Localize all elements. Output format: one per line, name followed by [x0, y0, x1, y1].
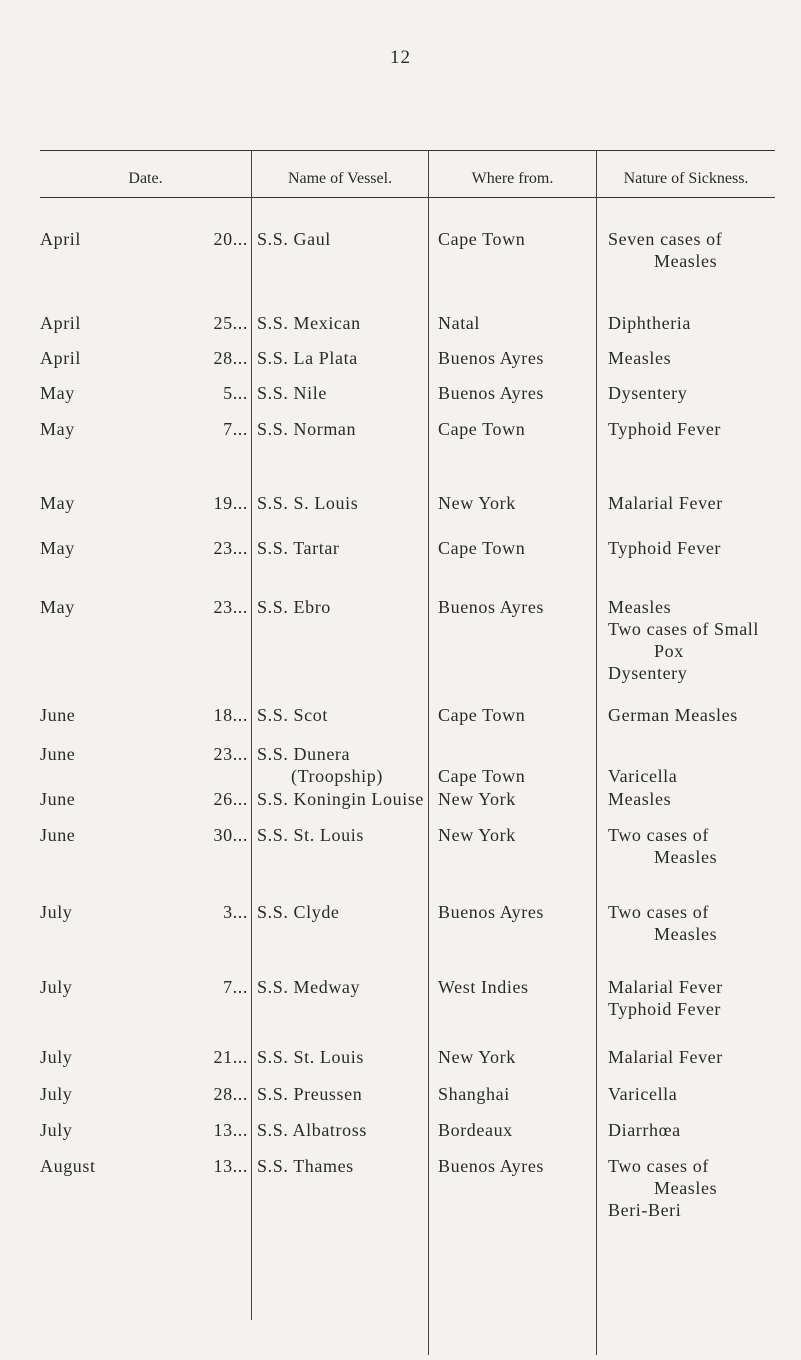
- date-day: 28...: [213, 1084, 248, 1104]
- vessel-name-line: S.S. Mexican: [257, 313, 361, 333]
- date-month: June: [40, 744, 76, 764]
- vessel-name: [257, 382, 437, 404]
- sickness-line: Two cases of Small: [608, 619, 760, 639]
- sickness-line: Malarial Fever: [608, 1047, 723, 1067]
- date-day: 7...: [223, 977, 248, 997]
- date-month: June: [40, 789, 76, 809]
- date-day: 13...: [213, 1120, 248, 1140]
- sickness-line: Typhoid Fever: [608, 419, 722, 439]
- date-month: July: [40, 902, 73, 922]
- where-from: Bordeaux: [438, 1120, 513, 1140]
- date-day: 30...: [213, 825, 248, 845]
- vessel-name: [257, 743, 437, 787]
- sickness-line: Two cases of: [608, 825, 709, 845]
- sickness-line: Malarial Fever: [608, 977, 723, 997]
- date-month: May: [40, 383, 75, 403]
- header-top-rule: [40, 150, 775, 151]
- sickness-line: Diphtheria: [608, 313, 691, 333]
- vessel-name-line: S.S. Scot: [257, 705, 328, 725]
- vessel-name: [257, 976, 437, 998]
- sickness-cell: [608, 1119, 798, 1141]
- vessel-name-line: S.S. Clyde: [257, 902, 340, 922]
- header-bottom-rule: [40, 197, 775, 198]
- where-from: Cape Town: [438, 766, 526, 786]
- sickness-line: Two cases of: [608, 902, 709, 922]
- page-number: 12: [390, 47, 411, 68]
- sickness-line: Measles: [654, 251, 718, 271]
- date-day: 23...: [213, 744, 248, 764]
- sickness-line: Measles: [608, 789, 672, 809]
- date-month: April: [40, 348, 81, 368]
- vessel-name-line: S.S. Tartar: [257, 538, 340, 558]
- vessel-name-line: S.S. Medway: [257, 977, 361, 997]
- sickness-line: Beri-Beri: [608, 1200, 682, 1220]
- vessel-name: [257, 824, 437, 846]
- where-from: Buenos Ayres: [438, 383, 545, 403]
- vessel-name: [257, 788, 437, 810]
- sickness-cell: [608, 901, 798, 945]
- sickness-line: Two cases of: [608, 1156, 709, 1176]
- vessel-name: [257, 704, 437, 726]
- date-month: June: [40, 705, 76, 725]
- where-from: New York: [438, 493, 516, 513]
- sickness-line: Measles: [608, 597, 672, 617]
- vessel-name: [257, 1155, 437, 1177]
- date-month: May: [40, 493, 75, 513]
- header-sickness: Nature of Sickness.: [623, 170, 749, 187]
- sickness-cell: [608, 976, 798, 1020]
- vessel-name: [257, 596, 437, 618]
- date-day: 23...: [213, 597, 248, 617]
- header-vessel: Name of Vessel.: [287, 170, 393, 187]
- sickness-line: Malarial Fever: [608, 493, 723, 513]
- vessel-name-line: S.S. Dunera: [257, 744, 351, 764]
- vessel-name-line: S.S. St. Louis: [257, 825, 364, 845]
- sickness-cell: [608, 312, 798, 334]
- date-month: August: [40, 1156, 96, 1176]
- date-month: May: [40, 597, 75, 617]
- vessel-name: [257, 492, 437, 514]
- vessel-name-line: S.S. Thames: [257, 1156, 354, 1176]
- vessel-name: [257, 1083, 437, 1105]
- date-month: July: [40, 977, 73, 997]
- sickness-cell: [608, 1083, 798, 1105]
- where-from: Cape Town: [438, 538, 526, 558]
- vessel-name: [257, 537, 437, 559]
- vessel-name-line: S.S. St. Louis: [257, 1047, 364, 1067]
- vessel-name-note: (Troopship): [291, 766, 383, 786]
- sickness-line: Dysentery: [608, 383, 688, 403]
- vessel-name-line: S.S. Preussen: [257, 1084, 363, 1104]
- date-day: 18...: [213, 705, 248, 725]
- vessel-name-line: S.S. La Plata: [257, 348, 358, 368]
- vessel-name-line: S.S. S. Louis: [257, 493, 359, 513]
- sickness-cell: [608, 824, 798, 868]
- date-day: 26...: [213, 789, 248, 809]
- date-day: 3...: [223, 902, 248, 922]
- vessel-name: [257, 1046, 437, 1068]
- sickness-cell: [608, 788, 798, 810]
- date-month: May: [40, 419, 75, 439]
- where-from: Buenos Ayres: [438, 1156, 545, 1176]
- vessel-name: [257, 1119, 437, 1141]
- date-month: June: [40, 825, 76, 845]
- vessel-name: [257, 312, 437, 334]
- where-from: Cape Town: [438, 705, 526, 725]
- date-day: 5...: [223, 383, 248, 403]
- date-day: 13...: [213, 1156, 248, 1176]
- vessel-name: [257, 228, 437, 250]
- sickness-cell: [608, 765, 798, 787]
- where-from: New York: [438, 1047, 516, 1067]
- where-from: New York: [438, 825, 516, 845]
- date-month: May: [40, 538, 75, 558]
- where-from: Buenos Ayres: [438, 597, 545, 617]
- where-from: Cape Town: [438, 229, 526, 249]
- where-from: West Indies: [438, 977, 529, 997]
- sickness-line: Measles: [654, 847, 718, 867]
- sickness-cell: [608, 418, 798, 440]
- header-date: Date.: [128, 170, 163, 187]
- vessel-name-line: S.S. Nile: [257, 383, 327, 403]
- sickness-line: Dysentery: [608, 663, 688, 683]
- where-from: Cape Town: [438, 419, 526, 439]
- date-day: 19...: [213, 493, 248, 513]
- sickness-line: Measles: [608, 348, 672, 368]
- date-month: July: [40, 1084, 73, 1104]
- sickness-line: Typhoid Fever: [608, 538, 722, 558]
- sickness-cell: [608, 537, 798, 559]
- vessel-name-line: S.S. Norman: [257, 419, 357, 439]
- where-from: New York: [438, 789, 516, 809]
- sickness-line: Seven cases of: [608, 229, 723, 249]
- sickness-line: Typhoid Fever: [608, 999, 722, 1019]
- vessel-name: [257, 347, 437, 369]
- vessel-name-line: S.S. Gaul: [257, 229, 331, 249]
- date-month: July: [40, 1047, 73, 1067]
- sickness-line: Measles: [654, 1178, 718, 1198]
- header-where-from: Where from.: [471, 170, 554, 187]
- where-from: Buenos Ayres: [438, 902, 545, 922]
- sickness-line: Pox: [654, 641, 684, 661]
- sickness-cell: [608, 1155, 798, 1221]
- where-from: Buenos Ayres: [438, 348, 545, 368]
- sickness-line: Varicella: [608, 766, 678, 786]
- sickness-cell: [608, 704, 798, 726]
- where-from: Shanghai: [438, 1084, 510, 1104]
- vessel-name-line: S.S. Ebro: [257, 597, 331, 617]
- date-month: July: [40, 1120, 73, 1140]
- sickness-cell: [608, 492, 798, 514]
- date-day: 28...: [213, 348, 248, 368]
- sickness-line: Measles: [654, 924, 718, 944]
- vessel-name-line: S.S. Koningin Louise: [257, 789, 425, 809]
- sickness-cell: [608, 228, 798, 272]
- vessel-name: [257, 418, 437, 440]
- column-divider-date: [251, 150, 252, 1320]
- date-day: 20...: [213, 229, 248, 249]
- sickness-line: Diarrhœa: [608, 1120, 681, 1140]
- vessel-name: [257, 901, 437, 923]
- sickness-line: German Measles: [608, 705, 738, 725]
- where-from: Natal: [438, 313, 480, 333]
- date-day: 21...: [213, 1047, 248, 1067]
- sickness-cell: [608, 596, 798, 684]
- date-day: 23...: [213, 538, 248, 558]
- sickness-cell: [608, 347, 798, 369]
- sickness-line: Varicella: [608, 1084, 678, 1104]
- date-month: April: [40, 229, 81, 249]
- sickness-cell: [608, 1046, 798, 1068]
- vessel-name-line: S.S. Albatross: [257, 1120, 367, 1140]
- date-month: April: [40, 313, 81, 333]
- sickness-cell: [608, 382, 798, 404]
- date-day: 25...: [213, 313, 248, 333]
- date-day: 7...: [223, 419, 248, 439]
